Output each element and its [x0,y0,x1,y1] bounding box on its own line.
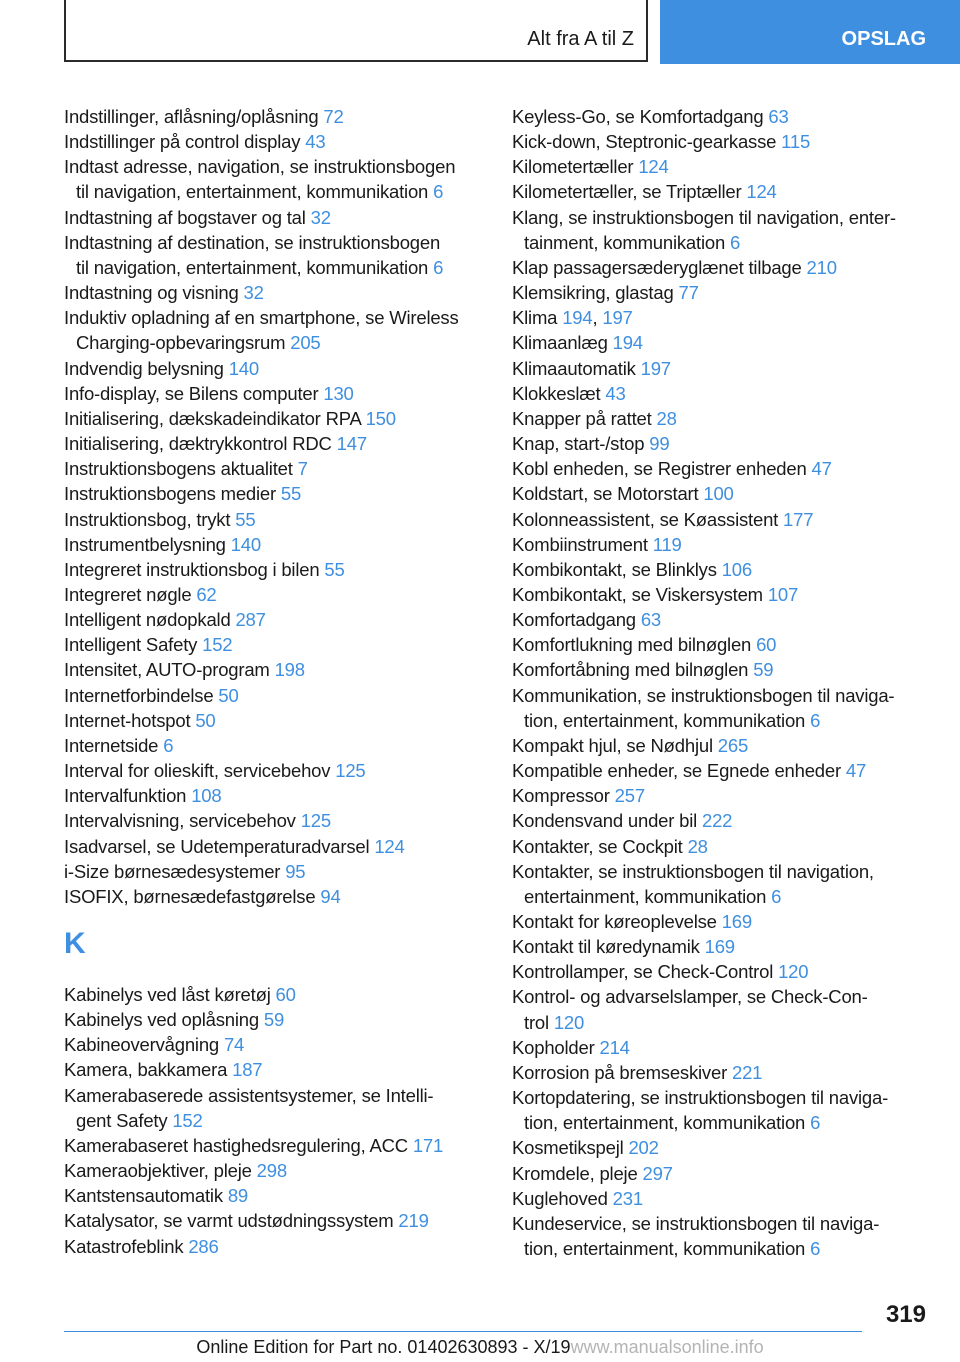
entry-text: Kabinelys ved låst køretøj [64,984,276,1005]
page-link[interactable]: 60 [275,984,296,1005]
index-entry [512,1161,932,1186]
entry-text: Kabinelys ved oplåsning [64,1009,264,1031]
entry-text: Kontrol- og advarselslamper, se Check-Con- [512,986,868,1008]
index-entry [64,1208,484,1233]
index-entry [64,834,484,859]
index-entry [64,154,484,204]
entry-text-continued: tion, entertainment, kommunikation [524,1112,811,1134]
entry-text: Klokkeslæt [512,382,606,404]
entry-text: Komfortadgang [512,609,641,631]
index-entry [64,104,484,129]
entry-text: Korrosion på bremseskiver [512,1061,732,1083]
page-link[interactable]: 62 [196,583,217,605]
entry-text: Kompakt hjul, se Nødhjul [512,734,718,756]
index-entry [512,632,932,657]
page-link[interactable]: 205 [290,332,321,354]
index-entry [64,657,484,682]
entry-text: Kombiinstrument [512,533,653,555]
section-title: Alt fra A til Z [527,28,634,50]
index-entry [512,381,932,406]
page-link[interactable]: 100 [703,483,734,505]
page-link[interactable]: 94 [320,885,341,907]
footer-watermark: www.manualsonline.info [570,1337,764,1357]
page-link[interactable]: 115 [781,131,811,153]
page-link[interactable]: 6 [771,885,782,907]
page-link[interactable]: 124 [374,835,405,857]
entry-text: Kromdele, pleje [512,1162,643,1184]
page-link[interactable]: 287 [235,609,266,631]
entry-text: Klimaanlæg [512,332,613,354]
entry-text: Isadvarsel, se Udetemperaturadvarsel [64,835,375,857]
entry-text: Kombikontakt, se Blinklys [512,558,722,580]
page-link[interactable]: 298 [256,1160,287,1182]
entry-text: Klimaautomatik [512,357,641,379]
page-link[interactable]: 32 [243,282,264,304]
entry-text: Kantstensautomatik [64,1185,228,1207]
index-entry [64,859,484,884]
page-link[interactable]: 198 [274,659,305,681]
entry-text: Intelligent nødopkald [64,609,236,631]
entry-text: Katastrofeblink [64,1235,189,1257]
page-link[interactable]: 130 [323,382,354,404]
entry-text: Kortopdatering, se instruktionsbogen til naviga- [512,1087,889,1109]
index-entry [512,783,932,808]
index-entry [512,330,932,355]
page-link[interactable]: 47 [845,760,867,782]
index-list-i [64,104,484,909]
footer-rule [64,1331,862,1332]
index-entry [512,104,932,129]
index-entry [64,758,484,783]
index-entry [512,758,932,783]
index-entry [64,1234,484,1259]
index-entry [512,733,932,758]
page-link[interactable]: 43 [305,131,326,153]
entry-text: Indtastning af bogstaver og tal [64,206,311,228]
index-list-k [64,982,484,1259]
entry-text-continued: gent Safety [76,1109,173,1131]
entry-text: Kundeservice, se instruktionsbogen til naviga- [512,1212,880,1234]
page-link[interactable]: 55 [280,483,302,505]
entry-text: Intervalvisning, servicebehov [64,810,301,832]
entry-text: Klang, se instruktionsbogen til navigation, enter- [512,206,896,228]
index-column-right [512,104,932,1261]
page-link[interactable]: 202 [628,1137,659,1159]
entry-text: Internet-hotspot [64,709,196,731]
page-link[interactable]: 147 [336,433,367,455]
entry-text: Indtastning og visning [64,282,244,304]
page-link[interactable]: 219 [398,1210,429,1232]
page-link[interactable]: 187 [232,1059,263,1081]
page-link[interactable]: 194 [612,332,643,354]
entry-text: Komfortlukning med bilnøglen [512,634,757,656]
index-entry [512,431,932,456]
entry-text: Kontakt til køredynamik [512,936,705,958]
index-entry [512,179,932,204]
index-entry [64,1158,484,1183]
index-entry [512,154,932,179]
entry-text: Intervalfunktion [64,785,192,807]
page-link[interactable]: 107 [767,583,799,605]
index-entry [64,607,484,632]
section-letter-k: K [64,927,86,960]
index-entry [64,230,484,280]
page-link[interactable]: 55 [324,558,345,580]
entry-text: Kilometertæller, se Triptæller [512,181,747,203]
page-link[interactable]: 120 [778,961,809,983]
page-link[interactable]: 50 [218,684,239,706]
entry-text: Knapper på rattet [512,407,657,429]
page-link[interactable]: 32 [310,206,331,228]
entry-text: Kompatible enheder, se Egnede enheder [512,760,846,782]
entry-text: Koldstart, se Motorstart [512,483,704,505]
entry-text-continued: tion, entertainment, kommunikation [524,1238,811,1260]
entry-text: Kommunikation, se instruktionsbogen til naviga- [512,684,895,706]
page-link[interactable]: 169 [721,911,752,932]
index-entry [512,1211,932,1261]
page-link[interactable]: 6 [730,231,741,253]
entry-text: Interval for olieskift, servicebehov [64,760,336,782]
entry-text-continued: Charging-opbevaringsrum [76,332,291,354]
entry-text: Keyless-Go, se Komfortadgang [512,106,769,127]
page-link[interactable]: 210 [806,256,837,278]
index-entry [64,1183,484,1208]
entry-text: Kontakter, se Cockpit [512,835,688,857]
entry-text: Kontakter, se instruktionsbogen til navigation, [512,860,874,882]
entry-text-continued: tion, entertainment, kommunikation [524,709,811,731]
entry-text: Katalysator, se varmt udstødningssystem [64,1210,399,1232]
entry-text: Kick-down, Steptronic-gearkasse [512,131,782,153]
index-entry [512,255,932,280]
page-link[interactable]: 231 [612,1187,643,1209]
entry-text: Kolonneassistent, se Køassistent [512,508,784,530]
page-link[interactable]: 59 [753,659,774,681]
index-entry [64,1133,484,1158]
entry-text-continued: til navigation, entertainment, kommunikation [76,256,434,278]
page-link[interactable]: 286 [188,1235,219,1257]
index-entry [512,280,932,305]
index-entry [512,456,932,481]
page-link[interactable]: 74 [223,1034,245,1056]
entry-text: Kontrollamper, se Check-Control [512,961,779,983]
index-entry [64,683,484,708]
index-entry [512,1085,932,1135]
index-entry [64,708,484,733]
page-link[interactable]: 222 [702,810,733,832]
page-link[interactable]: 60 [756,634,777,656]
entry-text: Kamerabaseret hastighedsregulering, ACC [64,1134,413,1156]
entry-text: Knap, start-/stop [512,433,650,455]
page-link[interactable]: 99 [649,433,670,455]
entry-text: Initialisering, dæktrykkontrol RDC [64,433,337,455]
entry-text: Indstillinger på control display [64,131,306,153]
page-link[interactable]: 6 [810,709,821,731]
entry-text-continued: tainment, kommunikation [524,231,730,253]
index-entry [64,1007,484,1032]
page-link[interactable]: 177 [783,508,814,530]
index-entry [64,532,484,557]
entry-text: Kompressor [512,785,615,807]
page-link[interactable]: 197 [602,307,633,329]
index-entry [64,481,484,506]
index-entry [512,909,932,934]
index-entry [64,1057,484,1082]
entry-text: Klap passagersæderyglænet tilbage [512,256,807,278]
entry-text: Instrumentbelysning [64,533,231,555]
index-entry [512,834,932,859]
index-entry [64,733,484,758]
entry-text: Instruktionsbogens aktualitet [64,458,298,480]
index-entry [512,406,932,431]
entry-text: Kopholder [512,1036,600,1058]
index-entry [64,808,484,833]
index-entry [64,557,484,582]
index-entry [64,783,484,808]
index-entry [64,381,484,406]
index-entry [64,632,484,657]
entry-text: Intensitet, AUTO-program [64,659,275,681]
index-list-right [512,104,932,1261]
entry-text: Indstillinger, aflåsning/oplåsning [64,106,324,127]
entry-text: Kamerabaserede assistentsystemer, se Intelli- [64,1084,434,1106]
entry-text: Info-display, se Bilens computer [64,382,324,404]
index-entry [64,205,484,230]
page-link[interactable]: 221 [731,1061,763,1083]
entry-text-continued: entertainment, kommunikation [524,885,772,907]
header-box [64,0,648,62]
index-entry [512,129,932,154]
entry-text: Kontakt for køreoplevelse [512,911,722,932]
page-link[interactable]: 125 [300,810,331,832]
entry-text: Induktiv opladning af en smartphone, se Wireless [64,307,459,329]
page-link[interactable]: 6 [433,181,444,203]
page-link[interactable]: 6 [163,734,174,756]
page-link[interactable]: 28 [656,407,677,429]
page-link[interactable]: 214 [599,1036,630,1058]
index-entry [64,406,484,431]
entry-text: Kabineovervågning [64,1034,224,1056]
page-link[interactable]: 50 [195,709,216,731]
index-entry [64,982,484,1007]
index-entry [512,859,932,909]
index-entry [64,884,484,909]
entry-text: Kombikontakt, se Viskersystem [512,583,768,605]
page-link[interactable]: 140 [230,533,261,555]
page-link[interactable]: 6 [433,256,444,278]
entry-text: Instruktionsbog, trykt [64,508,236,530]
index-entry [64,1032,484,1057]
index-entry [64,305,484,355]
entry-text: Komfortåbning med bilnøglen [512,659,754,681]
page-link[interactable]: 47 [811,458,832,480]
page-link[interactable]: 106 [721,558,752,580]
page-link[interactable]: 59 [263,1009,285,1031]
index-entry [64,507,484,532]
index-entry [512,934,932,959]
page-separator: , [592,307,603,329]
index-entry [64,1083,484,1133]
tab-opslag[interactable]: OPSLAG [660,0,960,64]
index-entry [512,984,932,1034]
page-link[interactable]: 197 [640,357,671,379]
index-entry [512,582,932,607]
page-link[interactable]: 169 [704,936,735,958]
page-link[interactable]: 89 [227,1185,249,1207]
page-link[interactable]: 124 [638,156,669,178]
entry-text: Kosmetikspejl [512,1137,629,1159]
page-link[interactable]: 6 [810,1238,821,1260]
entry-text: Intelligent Safety [64,634,203,656]
entry-text: Kamera, bakkamera [64,1059,233,1081]
page-link[interactable]: 7 [297,458,308,480]
page-link[interactable]: 28 [687,835,708,857]
index-entry [512,1135,932,1160]
page-link[interactable]: 152 [202,634,233,656]
index-entry [512,808,932,833]
page-link[interactable]: 152 [172,1109,203,1131]
page-link[interactable]: 194 [562,307,593,329]
page-link[interactable]: 265 [717,734,749,756]
entry-text: Klima [512,307,563,329]
page-link[interactable]: 63 [640,609,662,631]
page-link[interactable]: 6 [810,1112,821,1134]
index-entry [64,582,484,607]
entry-text: Kobl enheden, se Registrer enheden [512,458,812,480]
footer-edition: Online Edition for Part no. 01402630893 - X/19 [196,1337,571,1357]
index-entry [512,607,932,632]
page-link[interactable]: 95 [285,860,306,882]
index-entry [512,205,932,255]
entry-text: Kilometertæller [512,156,639,178]
index-entry [512,657,932,682]
page-link[interactable]: 55 [235,508,256,530]
page-link[interactable]: 120 [553,1011,585,1033]
page-link[interactable]: 77 [678,282,699,304]
index-entry [512,683,932,733]
page-number: 319 [885,1301,926,1328]
index-entry [64,129,484,154]
page-link[interactable]: 150 [365,407,396,429]
page-link[interactable]: 140 [228,357,259,379]
entry-text: Kondensvand under bil [512,810,702,832]
page-link[interactable]: 108 [191,785,222,807]
index-column-left [64,104,484,1259]
entry-text: ISOFIX, børnesædefastgørelse [64,885,321,907]
entry-text-continued: til navigation, entertainment, kommunikation [76,181,434,203]
entry-text: Indtastning af destination, se instruktionsbogen [64,231,441,253]
page-link[interactable]: 119 [652,533,682,555]
index-entry [64,280,484,305]
index-entry [64,356,484,381]
entry-text: Instruktionsbogens medier [64,483,281,505]
page-link[interactable]: 43 [605,382,626,404]
entry-text: Indtast adresse, navigation, se instruktionsbogen [64,156,456,178]
index-entry [64,431,484,456]
entry-text: Kuglehoved [512,1187,613,1209]
index-entry [512,557,932,582]
index-entry [512,959,932,984]
index-entry [512,481,932,506]
index-entry [512,305,932,330]
entry-text: Indvendig belysning [64,357,229,379]
page-link[interactable]: 63 [768,106,789,127]
entry-text: Kameraobjektiver, pleje [64,1160,257,1182]
index-entry [512,532,932,557]
page-link[interactable]: 125 [335,760,366,782]
index-entry [512,1060,932,1085]
index-entry [512,356,932,381]
entry-text: Internetforbindelse [64,684,219,706]
index-entry [512,1035,932,1060]
page-link[interactable]: 124 [746,181,777,203]
entry-text-continued: trol [524,1011,554,1033]
page-link[interactable]: 171 [412,1134,444,1156]
entry-text: Integreret nøgle [64,583,197,605]
index-entry [64,456,484,481]
page-link[interactable]: 72 [323,106,344,127]
index-entry [512,507,932,532]
entry-text: Integreret instruktionsbog i bilen [64,558,325,580]
page-link[interactable]: 297 [642,1162,673,1184]
entry-text: Klemsikring, glastag [512,282,679,304]
entry-text: Internetside [64,734,164,756]
entry-text: i-Size børnesædesystemer [64,860,286,882]
entry-text: Initialisering, dækskadeindikator RPA [64,407,366,429]
footer [0,1337,960,1358]
page-link[interactable]: 257 [614,785,645,807]
index-entry [512,1186,932,1211]
